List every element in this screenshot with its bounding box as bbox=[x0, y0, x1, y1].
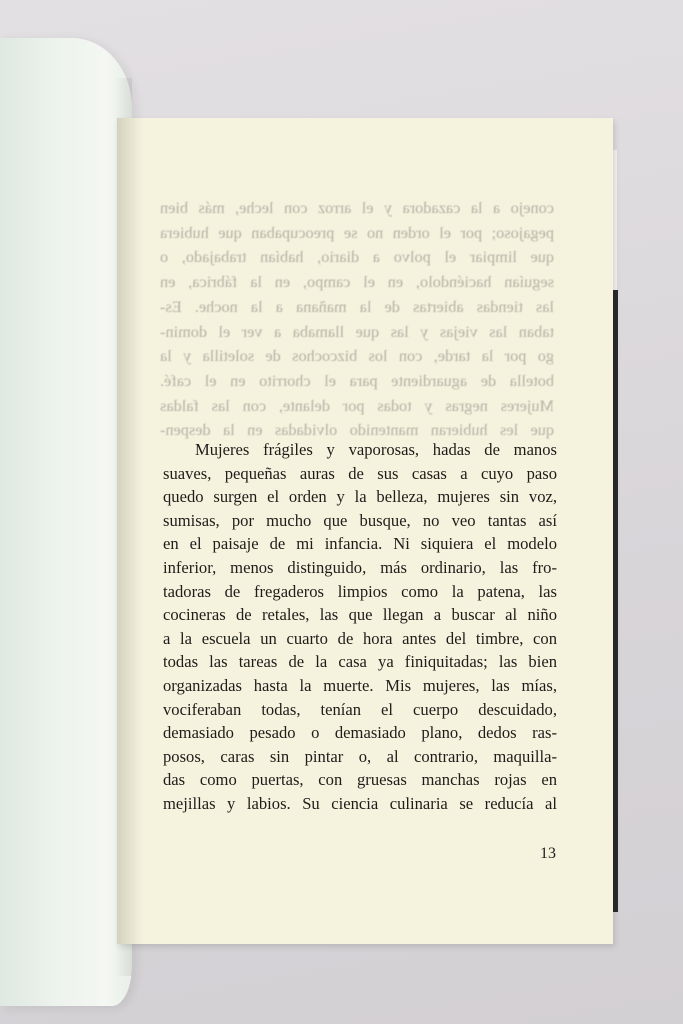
left-page-curl bbox=[0, 38, 132, 1006]
text-line: posos, caras sin pintar o, al contrario, maquilla- bbox=[163, 746, 557, 766]
bleed-line: pegajoso; por el orden no se preocupaban que hubiera bbox=[160, 222, 554, 242]
text-line: todas las tareas de la casa ya finiquitadas; las bien bbox=[163, 652, 557, 672]
text-line: vociferaban todas, tenían el cuerpo descuidado, bbox=[163, 699, 557, 719]
text-line: tadoras de fregaderos limpios como la patena, las bbox=[163, 581, 557, 601]
bleed-line: que limpiar el polvo a diario, habían trabajado, o bbox=[160, 247, 554, 267]
bleed-line: Mujeres negras y todas por delante, con las faldas bbox=[160, 395, 554, 415]
text-line: inferior, menos distinguido, más ordinario, las fro- bbox=[163, 557, 557, 577]
bleed-line: botella de aguardiente para el chorrito en el café. bbox=[160, 370, 554, 390]
text-line: en el paisaje de mi infancia. Ni siquiera el modelo bbox=[163, 534, 557, 554]
text-line: a la escuela un cuarto de hora antes del timbre, con bbox=[163, 628, 557, 648]
page-number: 13 bbox=[540, 845, 556, 862]
bleed-line: que les hubieran mantenido olvidadas en la despen- bbox=[160, 420, 554, 440]
text-line: sumisas, por mucho que busque, no veo tantas así bbox=[163, 510, 557, 530]
bleed-line: taban las viejas y las que llamaba a ver el domin- bbox=[160, 321, 554, 341]
text-line: cocineras de retales, las que llegan a buscar al niño bbox=[163, 605, 557, 625]
bleed-line: go por la tarde, con los bizcochos de soletilla y la bbox=[160, 346, 554, 366]
text-line: mejillas y labios. Su ciencia culinaria se reducía al bbox=[163, 793, 557, 813]
bleed-line: las tiendas abiertas de la mañana a la noche. Es- bbox=[160, 296, 554, 316]
text-line: Mujeres frágiles y vaporosas, hadas de manos bbox=[195, 440, 557, 459]
bleed-through-text bbox=[160, 196, 554, 443]
text-line: suaves, pequeñas auras de sus casas a cuyo paso bbox=[163, 463, 557, 483]
text-line: organizadas hasta la muerte. Mis mujeres, las mías, bbox=[163, 675, 557, 695]
text-line: quedo surgen el orden y la belleza, mujeres sin voz, bbox=[163, 487, 557, 507]
text-line: demasiado pesado o demasiado plano, dedos ras- bbox=[163, 723, 557, 743]
text-line: das como puertas, con gruesas manchas rojas en bbox=[163, 770, 557, 790]
page-gutter-shadow bbox=[117, 118, 143, 944]
bleed-line: conejo a la cazadora y el arroz con leche, más bien bbox=[160, 198, 554, 217]
paragraph bbox=[163, 438, 557, 816]
bleed-line: seguían haciéndolo, en el campo, en la fábrica, en bbox=[160, 272, 554, 292]
